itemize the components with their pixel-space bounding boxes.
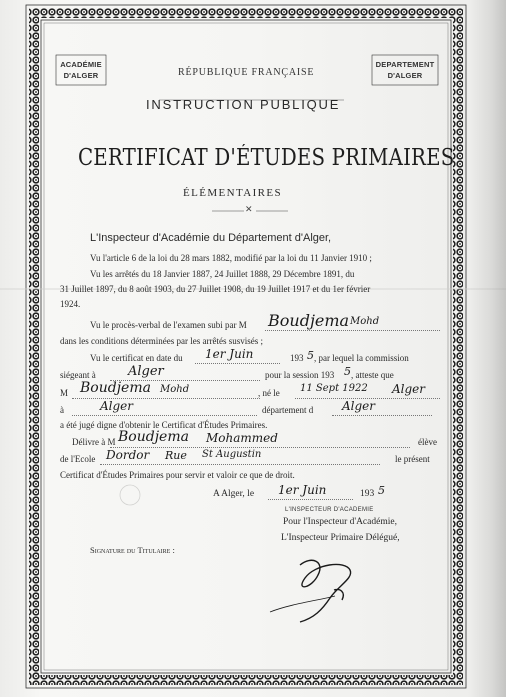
instruction-publique: INSTRUCTION PUBLIQUE — [146, 97, 341, 112]
m-abbr-hand: Mohd — [160, 384, 190, 395]
delivre-label: Délivre à M — [72, 437, 116, 447]
certificat-year-prefix: 193 — [290, 353, 304, 363]
ecole-label: de l'Ecole — [60, 454, 96, 464]
fill-line — [195, 363, 280, 364]
ornament-glyph: ✕ — [245, 204, 253, 214]
vu-arretes-line-2: 31 Juillet 1897, du 8 août 1903, du 27 Juillet 1908, du 19 Juillet 1917 et du 1er février — [60, 284, 371, 294]
ne-le-label: , né le — [258, 388, 280, 398]
footer-year-hand: 5 — [378, 484, 385, 497]
pour-inspecteur-line: Pour l'Inspecteur d'Académie, — [283, 517, 397, 527]
dalger-left-label: D'ALGER — [63, 71, 99, 80]
juge-digne-line: a été jugé digne d'obtenir le Certificat d'Études Primaires. — [60, 420, 268, 430]
fill-line — [72, 415, 257, 416]
certificate-title: CERTIFICAT D'ÉTUDES PRIMAIRES — [78, 145, 455, 171]
proces-verbal-prefix: Vu le procès-verbal de l'examen subi par M — [90, 320, 247, 330]
inspecteur-line: L'Inspecteur d'Académie du Département d'Alger, — [90, 232, 332, 244]
birth-place-hand: Alger — [392, 382, 426, 396]
fill-line — [268, 499, 353, 500]
m-label: M — [60, 388, 69, 398]
fill-line — [332, 415, 432, 416]
a-label: à — [60, 405, 64, 415]
vu-arretes-line-1: Vu les arrêtés du 18 Janvier 1887, 24 Juillet 1888, 29 Décembre 1891, du — [90, 269, 355, 279]
certificat-date-prefix: Vu le certificat en date du — [90, 353, 183, 363]
departement-d-label: département d — [262, 405, 314, 415]
m-name-hand: Boudjema — [80, 380, 151, 396]
birth-date-hand: 11 Sept 1922 — [300, 383, 368, 394]
conditions-line: dans les conditions déterminées par les arrêtés susvisés ; — [60, 336, 263, 346]
le-present-label: le présent — [395, 454, 430, 464]
republique-francaise: RÉPUBLIQUE FRANÇAISE — [178, 67, 315, 78]
certificat-commission: , par lequel la commission — [314, 353, 409, 363]
place-date-prefix: A Alger, le — [213, 489, 255, 499]
certificat-valoir-line: Certificat d'Études Primaires pour servir et valoir ce que de droit. — [60, 470, 295, 480]
certificat-date-hand: 1er Juin — [205, 347, 254, 361]
siegeant-label: siégeant à — [60, 370, 96, 380]
vu-article-line: Vu l'article 6 de la loi du 28 mars 1882, modifié par la loi du 11 Janvier 1910 ; — [90, 253, 372, 263]
dept-place-left-hand: Alger — [100, 399, 134, 413]
ecole-street-hand: St Augustin — [202, 449, 262, 460]
departement-hand: Alger — [342, 399, 376, 413]
inspecteur-delegue-line: L'Inspecteur Primaire Délégué, — [281, 533, 400, 543]
proces-verbal-abbr: Mohd — [350, 316, 380, 327]
departement-label: DEPARTEMENT — [375, 60, 435, 69]
footer-year-prefix: 193 — [360, 489, 375, 499]
fill-line — [265, 330, 440, 331]
session-year-hand: 5 — [344, 365, 351, 378]
academie-label: ACADÉMIE — [60, 60, 102, 69]
ecole-rue-hand: Rue — [165, 449, 187, 462]
certificat-year-hand: 5 — [307, 349, 314, 362]
delivre-firstname-hand: Mohammed — [206, 431, 278, 445]
fill-line — [110, 447, 410, 448]
siegeant-place-hand: Alger — [128, 364, 164, 379]
inspecteur-academie-label: L'INSPECTEUR D'ACADEMIE — [285, 507, 374, 513]
eleve-label: élève — [418, 437, 437, 447]
footer-date-hand: 1er Juin — [278, 483, 327, 497]
vu-arretes-line-3: 1924. — [60, 299, 81, 309]
proces-verbal-name: Boudjema — [268, 311, 350, 330]
dalger-right-label: D'ALGER — [387, 71, 423, 80]
certificate-subtitle: ÉLÉMENTAIRES — [183, 187, 283, 199]
fill-line — [100, 464, 380, 465]
session-prefix: pour la session 193 — [265, 370, 335, 380]
signature-titulaire-label: Signature du Titulaire : — [90, 545, 175, 555]
ecole-name-hand: Dordor — [106, 448, 150, 462]
delivre-name-hand: Boudjema — [118, 429, 189, 445]
atteste-que: , atteste que — [351, 370, 394, 380]
